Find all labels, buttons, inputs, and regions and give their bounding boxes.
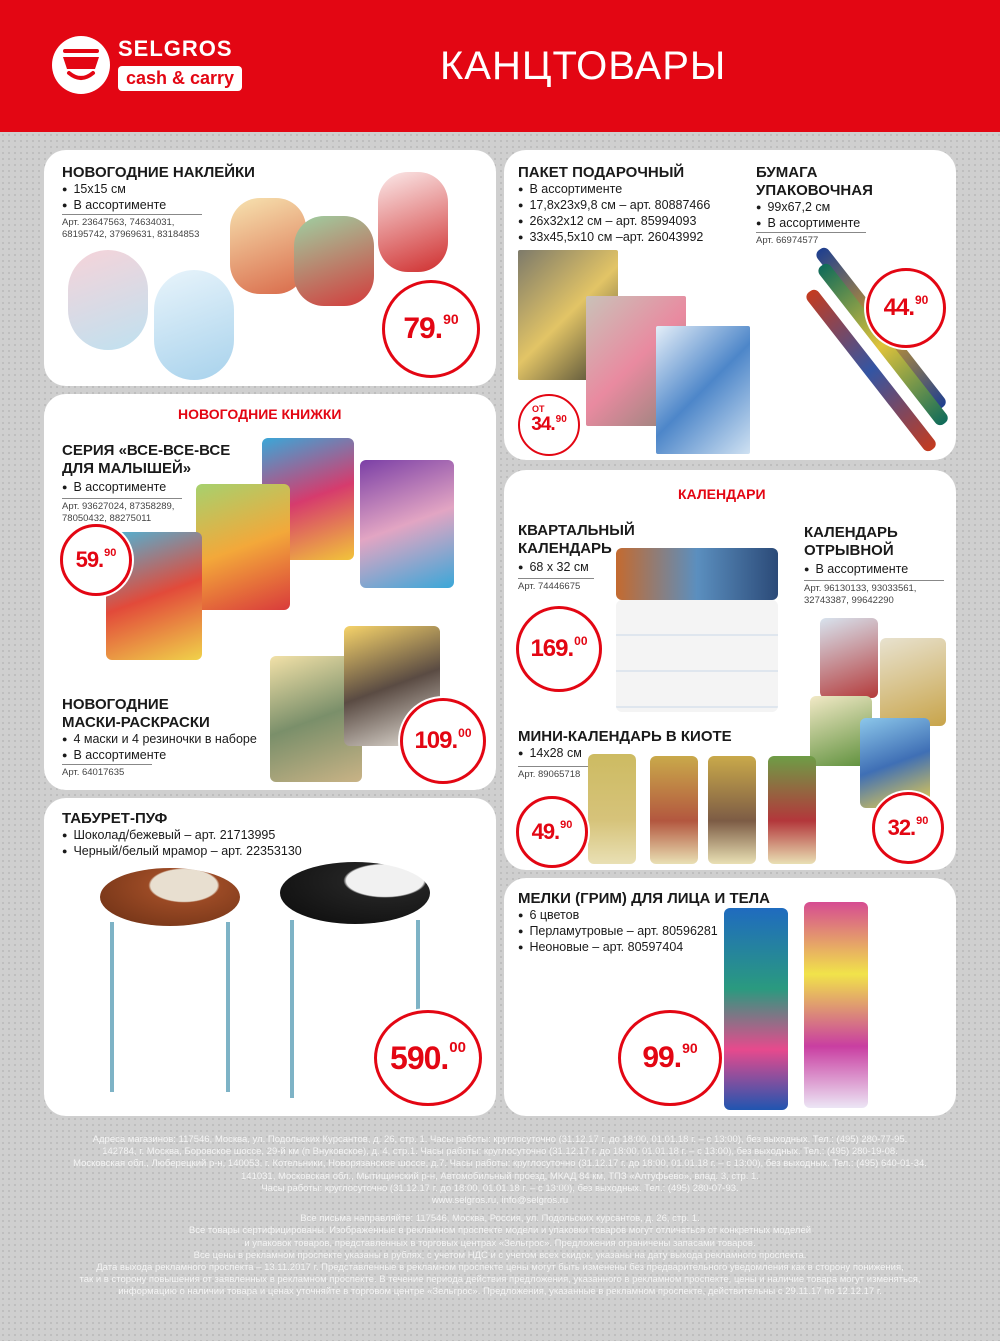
price-tag: 79. 90 [382, 280, 480, 378]
gift-bag-image [656, 326, 750, 454]
product-title: СЕРИЯ «ВСЕ-ВСЕ-ВСЕ ДЛЯ МАЛЫШЕЙ» [62, 442, 231, 477]
legal-text: Все товары сертифицированы. Изображенные в рекламном проспекте модели и упаковки товаров могут отличаться от конкретных моделей [188, 1225, 812, 1237]
product-bullets [518, 182, 710, 246]
bullet: ● 15x15 см [62, 182, 166, 198]
store-address: Московская обл., Люберецкий р-н, 140053, г. Котельники, Новорязанское шоссе, д.7. Часы работы: круглосуточно (31.12.17 г. до 18:00, 01.01.18 г. – с 13:00), без выходных. Тел.: (495) 640-01-34. [73, 1158, 927, 1170]
section-title: КАЛЕНДАРИ [678, 486, 766, 502]
crayons-card[interactable] [504, 878, 956, 1116]
sticker-image [378, 172, 448, 272]
brand-tagline: cash & carry [118, 66, 242, 91]
legal-text: так и в сторону повышения от заявленных в рекламном проспекте. В течение периода действия предложения, указанного в рекламном проспекте, цены и наличие товара могут изменяться, [79, 1274, 921, 1286]
bullet: ● 4 маски и 4 резиночки в наборе [62, 732, 257, 748]
store-address: 141031, Московская обл., Мытищинский р-н, Автомобильный проезд, МКАД 84 км, ТПЗ «Алтуфьево», влад. 3, стр. 1. [241, 1170, 759, 1182]
bullet: ● 6 цветов [518, 908, 718, 924]
product-title: ПАКЕТ ПОДАРОЧНЫЙ [518, 164, 685, 181]
article-numbers: Арт. 89065718 [518, 766, 596, 781]
price-tag: 109. 00 [400, 698, 486, 784]
price-tag: 590. 00 [374, 1010, 482, 1106]
price-tag: 169. 00 [516, 606, 602, 692]
shopping-basket-icon [52, 36, 110, 94]
bullet: ● 99x67,2 см [756, 200, 860, 216]
mini-calendar-image [708, 756, 756, 864]
sticker-image [294, 216, 374, 306]
store-address: 142784, г. Москва, Боровское шоссе, 29-й км (п Внуковское), д. 4, стр.1. Часы работы: круглосуточно (31.12.17 г. до 18:00, 01.01.18 г. – с 13:00), без выходных. Тел.: (495) 280-19-08. [102, 1146, 898, 1158]
page-title: КАНЦТОВАРЫ [440, 44, 727, 88]
product-title: КАЛЕНДАРЬ ОТРЫВНОЙ [804, 524, 898, 559]
bullet: ● 26x32x12 см – арт. 85994093 [518, 214, 710, 230]
bullet: ● 14x28 см [518, 746, 582, 762]
calendars-card[interactable] [504, 470, 956, 870]
books-card[interactable] [44, 394, 496, 790]
section-title: НОВОГОДНИЕ КНИЖКИ [178, 406, 342, 422]
product-bullets [756, 200, 860, 232]
tear-off-calendar-image [820, 618, 878, 698]
bullet: ● Неоновые – арт. 80597404 [518, 940, 718, 956]
brand-name: SELGROS [118, 36, 233, 61]
article-numbers: Арт. 93627024, 87358289, 78050432, 88275011 [62, 498, 182, 525]
bullet: ● В ассортименте [518, 182, 710, 198]
crayon-pack-image [804, 902, 868, 1108]
bullet: ● 17,8x23x9,8 см – арт. 80887466 [518, 198, 710, 214]
mini-calendar-image [768, 756, 816, 864]
product-bullets [62, 828, 302, 860]
header-banner [0, 0, 1000, 132]
crayon-pack-image [724, 908, 788, 1110]
bullet: ● В ассортименте [62, 480, 166, 496]
product-bullets [518, 746, 582, 762]
price-tag: 99. 90 [618, 1010, 722, 1106]
product-title: НОВОГОДНИЕ МАСКИ-РАСКРАСКИ [62, 696, 210, 731]
product-title: КВАРТАЛЬНЫЙ КАЛЕНДАРЬ [518, 522, 635, 557]
book-cover-image [196, 484, 290, 610]
product-bullets [62, 182, 166, 214]
sticker-image [68, 250, 148, 350]
legal-text: информацию о наличии товара и ценах уточняйте в торговом центре «Зельгрос». Предложения, указанные в рекламном проспекте, действительны с 29.11.17 по 12.12.17 г. [118, 1286, 882, 1298]
bullet: ● 68 x 32 см [518, 560, 589, 576]
mini-calendar-image [650, 756, 698, 864]
product-bullets [518, 560, 589, 576]
legal-text: и упаковок товаров, представленных в торговых центрах «Зельгрос». Предложения ограничены запасами товаров. [244, 1237, 756, 1249]
book-cover-image [360, 460, 454, 588]
bullet: ● В ассортименте [756, 216, 860, 232]
article-numbers: Арт. 66974577 [756, 232, 866, 247]
bullet: ● Шоколад/бежевый – арт. 21713995 [62, 828, 302, 844]
price-tag: 32. 90 [872, 792, 944, 864]
product-bullets [62, 480, 166, 496]
gift-bag-card[interactable] [504, 150, 956, 460]
price-tag: 59. 90 [60, 524, 132, 596]
tear-off-calendar-image [880, 638, 946, 726]
legal-text: Дата выхода рекламного проспекта – 13.11.2017 г. Представленные в рекламном проспекте цены могут быть изменены без предварительного уведомления как в сторону понижения, [96, 1262, 904, 1274]
price-tag: ОТ 34. 90 [518, 394, 580, 456]
store-address: Часы работы: круглосуточно (31.12.17 г. до 18:00, 01.01.18 г. – с 13:00), без выходных. Тел.: (495) 280-07-93. [261, 1182, 739, 1194]
stool-card[interactable] [44, 798, 496, 1116]
sticker-image [154, 270, 234, 380]
product-title: БУМАГА УПАКОВОЧНАЯ [756, 164, 873, 199]
legal-text: Все цены в рекламном проспекте указаны в рублях, с учетом НДС и с учетом всех скидок, указаны на дату выхода рекламного проспекта. [193, 1249, 807, 1261]
price-tag: 44. 90 [866, 268, 946, 348]
product-bullets [518, 908, 718, 956]
bullet: ● В ассортименте [62, 198, 166, 214]
bullet: ● 33x45,5x10 см –арт. 26043992 [518, 230, 710, 246]
bullet: ● Черный/белый мрамор – арт. 22353130 [62, 844, 302, 860]
quarterly-calendar-image [616, 548, 778, 600]
article-numbers: Арт. 74446675 [518, 578, 594, 593]
product-title: МЕЛКИ (ГРИМ) ДЛЯ ЛИЦА И ТЕЛА [518, 890, 770, 907]
product-title: ТАБУРЕТ-ПУФ [62, 810, 168, 827]
bullet: ● Перламутровые – арт. 80596281 [518, 924, 718, 940]
store-address: Адреса магазинов: 117546, Москва, ул. Подольских Курсантов, д. 26, стр. 1. Часы работы: круглосуточно (31.12.17 г. до 18:00, 01.01.18 г. – с 13:00), без выходных. Тел.: (495) 280-77-95. [92, 1134, 908, 1145]
stool-brown-image [100, 868, 240, 926]
mini-calendar-image [588, 754, 636, 864]
bullet: ● В ассортименте [62, 748, 257, 764]
stool-brown-legs [110, 922, 230, 1092]
stickers-card[interactable] [44, 150, 496, 386]
product-bullets [62, 732, 257, 764]
product-title: НОВОГОДНИЕ НАКЛЕЙКИ [62, 164, 255, 181]
article-numbers: Арт. 64017635 [62, 764, 152, 779]
stool-black-image [280, 862, 430, 924]
article-numbers: Арт. 23647563, 74634031, 68195742, 37969631, 83184853 [62, 214, 202, 241]
product-title: МИНИ-КАЛЕНДАРЬ В КИОТЕ [518, 728, 732, 745]
legal-text: Все письма направляйте: 117546, Москва, Россия, ул. Подольских курсантов, д. 26, стр. 1. [300, 1213, 700, 1225]
price-tag: 49. 90 [516, 796, 588, 868]
bullet: ● В ассортименте [804, 562, 908, 578]
footer-legal [40, 1134, 960, 1299]
product-bullets [804, 562, 908, 578]
article-numbers: Арт. 96130133, 93033561, 32743387, 99642290 [804, 580, 944, 607]
quarterly-calendar-image [616, 600, 778, 712]
website-link[interactable]: www.selgros.ru, info@selgros.ru [431, 1195, 569, 1207]
